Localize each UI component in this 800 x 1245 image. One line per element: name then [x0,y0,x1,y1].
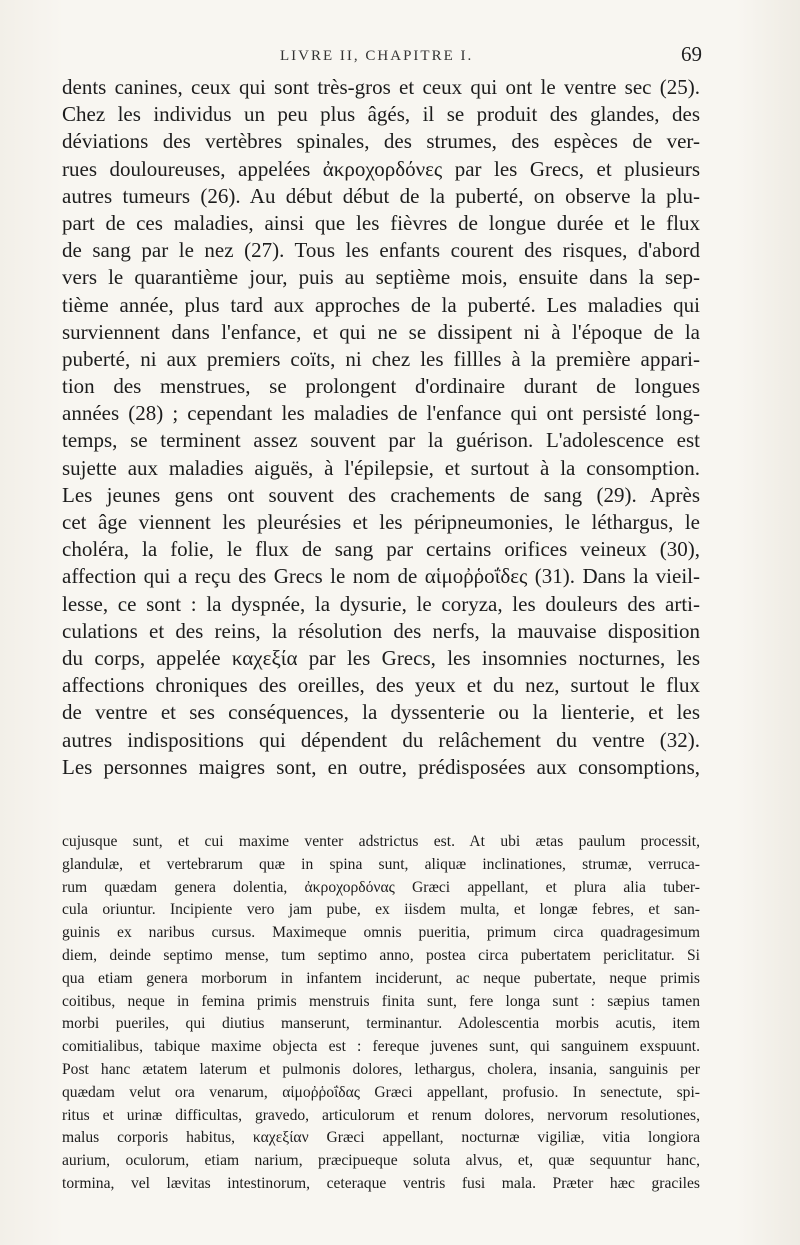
latin-line: diem, deinde septimo mense, tum septimo anno, postea circa pubertatem periclitatur. Si [62,946,700,964]
running-head: LIVRE II, CHAPITRE I. [280,48,474,64]
text-line: vers le quarantième jour, puis au septième mois, ensuite dans la sep- [62,265,700,290]
latin-line: qua etiam genera morborum in infantem inciderunt, ac neque pubertate, neque primis [62,969,700,987]
text-line: autres tumeurs (26). Au début début de la puberté, on observe la plu- [62,183,700,208]
text-line: affection qui a reçu des Grecs le nom de αἱμοῤῥοΐδες (31). Dans la vieil- [62,564,700,589]
text-line: culations et des reins, la résolution des nerfs, la mauvaise disposition [62,618,700,643]
french-translation-text [62,74,700,781]
text-line: choléra, la folie, le flux de sang par certains orifices veineux (30), [62,537,700,562]
text-line: temps, se terminent assez souvent par la guérison. L'adolescence est [62,428,700,453]
latin-line: malus corporis habitus, καχεξίαν Græci appellant, nocturnæ vigiliæ, vitia longiora [62,1129,700,1147]
latin-line: glandulæ, et vertebrarum quæ in spina sunt, aliquæ inclinationes, strumæ, verruca- [62,855,700,873]
page-header [62,42,702,72]
text-line: du corps, appelée καχεξία par les Grecs, les insomnies nocturnes, les [62,645,700,670]
text-line: rues douloureuses, appelées ἀκροχορδόνες par les Grecs, et plusieurs [62,156,700,181]
text-line: de sang par le nez (27). Tous les enfants courent des risques, d'abord [62,238,700,263]
text-line: affections chroniques des oreilles, des yeux et du nez, surtout le flux [62,673,700,698]
text-line: dents canines, ceux qui sont très-gros et ceux qui ont le ventre sec (25). [62,75,700,99]
text-line: autres indispositions qui dépendent du relâchement du ventre (32). [62,727,700,752]
text-line: lesse, ce sont : la dyspnée, la dysurie, le coryza, les douleurs des arti- [62,591,700,616]
page-number: 69 [681,42,702,66]
latin-line: aurium, oculorum, etiam narium, præcipueque soluta alvus, et, quæ sequuntur hanc, [62,1152,700,1170]
text-line: part de ces maladies, ainsi que les fièvres de longue durée et le flux [62,210,700,235]
latin-line: comitialibus, tabique maxime objecta est : fereque juvenes sunt, qui sanguinem exspuunt. [62,1038,700,1056]
text-line: surviennent dans l'enfance, et qui ne se dissipent ni à l'époque de la [62,319,700,344]
text-line: puberté, ni aux premiers coïts, ni chez les fillles à la première appari- [62,346,700,371]
text-line: Les jeunes gens ont souvent des crachements de sang (29). Après [62,482,700,507]
text-line: années (28) ; cependant les maladies de l'enfance qui ont persisté long- [62,401,700,426]
text-line: sujette aux maladies aiguës, à l'épilepsie, et surtout à la consomption. [62,455,700,480]
text-line: de ventre et ses conséquences, la dyssenterie ou la lienterie, et les [62,700,700,725]
latin-line: morbi pueriles, qui diutius manserunt, terminantur. Adolescentia morbis acutis, item [62,1015,700,1033]
latin-line: Post hanc ætatem laterum et pulmonis dolores, lethargus, cholera, insania, sanguinis per [62,1060,700,1078]
latin-line: cujusque sunt, et cui maxime venter adstrictus est. At ubi ætas paulum processit, [62,833,700,850]
latin-line: ritus et urinæ difficultas, gravedo, articulorum et renum dolores, nervorum resolutiones, [62,1106,700,1124]
latin-line: tormina, vel lævitas intestinorum, ceteraque ventris fusi mala. Præter hæc graciles [62,1174,700,1192]
latin-line: cula oriuntur. Incipiente vero jam pube, ex iisdem multa, et longæ febres, et san- [62,901,700,919]
latin-line: quædam velut ora venarum, αἱμοῤῥοΐδας Græci appellant, profusio. In senectute, spi- [62,1083,700,1101]
latin-original-text [62,831,700,1196]
text-line: tième année, plus tard aux approches de la puberté. Les maladies qui [62,292,700,317]
latin-line: coitibus, neque in femina primis menstruis finita sunt, fere longa sunt : sæpius tamen [62,992,700,1010]
text-line: Chez les individus un peu plus âgés, il se produit des glandes, des [62,102,700,127]
text-line: tion des menstrues, se prolongent d'ordinaire durant de longues [62,374,700,399]
text-line: cet âge viennent les pleurésies et les péripneumonies, le léthargus, le [62,510,700,534]
text-line: Les personnes maigres sont, en outre, prédisposées aux consomptions, [62,754,700,779]
text-line: déviations des vertèbres spinales, des strumes, des espèces de ver- [62,129,700,154]
latin-line: rum quædam genera dolentia, ἀκροχορδόνας Græci appellant, et plura alia tuber- [62,878,700,896]
latin-line: guinis ex naribus cursus. Maximeque omnis pueritia, primum circa quadragesimum [62,924,700,942]
